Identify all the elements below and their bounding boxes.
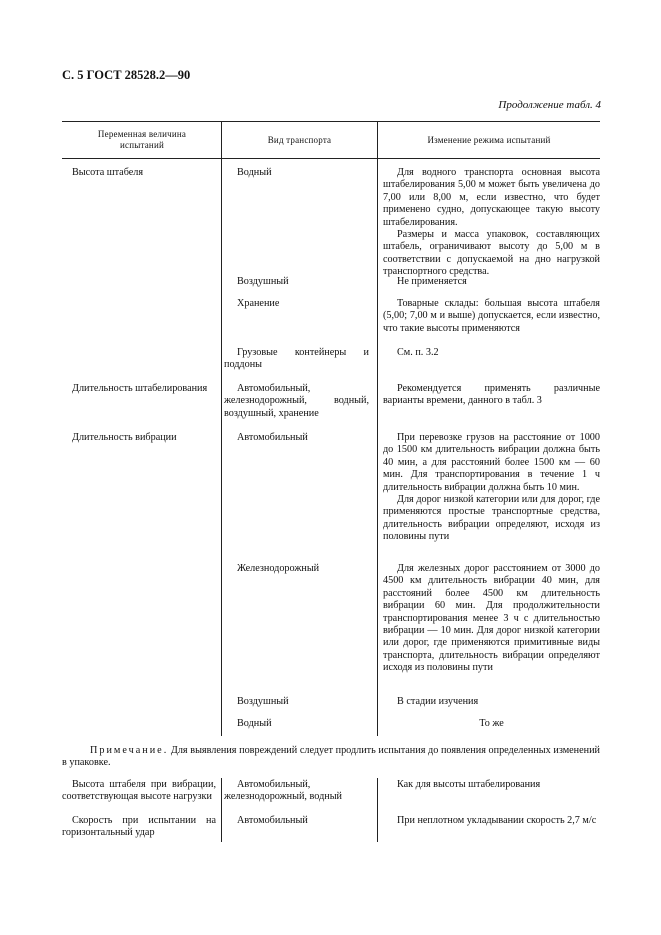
table-cell-transport: Железнодорожный <box>237 563 320 574</box>
page-header: С. 5 ГОСТ 28528.2—90 <box>62 68 191 82</box>
table-cell-transport: Автомобильный, железнодорожный, водный, воздушный, хранение <box>224 383 369 419</box>
table-cell-variable: Высота штабеля <box>72 167 144 178</box>
table-cell-transport: Водный <box>237 718 272 729</box>
column-divider-2-lower <box>377 778 378 842</box>
note-lead: Примечание. <box>90 745 169 756</box>
table-header-rule <box>62 158 600 159</box>
column-divider-1 <box>221 121 222 736</box>
table-note <box>62 745 600 770</box>
table-cell-variable: Скорость при испытании на горизонтальный удар <box>62 815 216 839</box>
table-cell-variable: Высота штабеля при вибрации, соответствующая высоте нагрузки <box>62 779 216 803</box>
table-cell-change: В стадии изучения <box>397 696 479 707</box>
table-cell-transport: Автомобильный, железнодорожный, водный <box>224 779 342 803</box>
table-cell-variable: Длительность штабелирования <box>72 383 208 394</box>
change-paragraph: Для дорог низкой категории или для дорог, где применяются простые транспортные средства, длительность вибрации определяют, исходя из половины пути <box>383 494 600 543</box>
change-paragraph: Товарные склады: большая высота штабеля (5,00; 7,00 м и выше) допускается, если известно, что такие высоты применяются <box>383 298 600 334</box>
table-cell-transport: Автомобильный <box>237 815 308 826</box>
note-text: Для выявления повреждений следует продлить испытания до появления определенных изменений в упаковке. <box>62 745 600 769</box>
change-paragraph: Для железных дорог расстоянием от 3000 до 4500 км длительность вибрации 40 мин, для расстояний более 4500 км длительность вибрации 60 мин. Для продолжительности транспортирования менее 3 ч с длительностью вибрации — 10 мин. Для дорог низкой категории или дорог, где применяются примитивные виды транспорта, длительность вибрации определяют исходя из половины пути <box>383 563 600 674</box>
change-paragraph: Для водного транспорта основная высота штабелирования 5,00 м может быть увеличена до 7,00 или 8,00 м, если известно, что будет применено судно, допускающее такую высоту штабелирования. <box>383 167 600 228</box>
change-paragraph: При неплотном укладывании скорость 2,7 м/с <box>397 815 597 826</box>
table-cell-transport: Хранение <box>237 298 280 309</box>
column-divider-1-lower <box>221 778 222 842</box>
table-cell-change <box>383 276 600 288</box>
table-cell-change: То же <box>479 718 504 729</box>
table-cell-transport: Воздушный <box>237 276 289 287</box>
change-paragraph: Не применяется <box>397 276 467 287</box>
table-cell-change <box>383 815 600 827</box>
change-paragraph: Размеры и масса упаковок, составляющих штабель, ограничивают высоту до 5,00 м в соответствии с допускаемой на дно нагрузкой транспортного средства. <box>383 229 600 278</box>
table-cell-change <box>383 432 600 544</box>
table-cell-change <box>383 563 600 675</box>
table-cell-change <box>383 383 600 408</box>
table-cell-change: Как для высоты штабелирования <box>397 779 541 790</box>
column-header-change: Изменение режима испытаний <box>427 134 551 145</box>
column-header-variable: Переменная величина испытаний <box>97 129 187 150</box>
change-paragraph: При перевозке грузов на расстояние от 1000 до 1500 км длительность вибрации должна быть 40 мин, а для расстояний более 1500 км — 60 мин. Для транспортирования в течение 1 ч длительность вибрации должна быть 10 мин. <box>383 432 600 493</box>
table-continuation-label: Продолжение табл. 4 <box>498 99 601 111</box>
change-paragraph: Рекомендуется применять различные варианты времени, данного в табл. 3 <box>383 383 600 407</box>
table-cell-transport: Водный <box>237 167 272 178</box>
table-cell-transport: Грузовые контейнеры и поддоны <box>224 347 369 371</box>
table-cell-change <box>383 167 600 279</box>
table-cell-transport: Автомобильный <box>237 432 308 443</box>
table-cell-transport: Воздушный <box>237 696 289 707</box>
table-cell-change <box>383 298 600 335</box>
table-cell-variable: Длительность вибрации <box>72 432 177 443</box>
column-divider-2 <box>377 121 378 736</box>
table-cell-change: См. п. 3.2 <box>397 347 439 358</box>
column-header-transport: Вид транспорта <box>267 134 332 145</box>
table-top-rule <box>62 121 600 122</box>
